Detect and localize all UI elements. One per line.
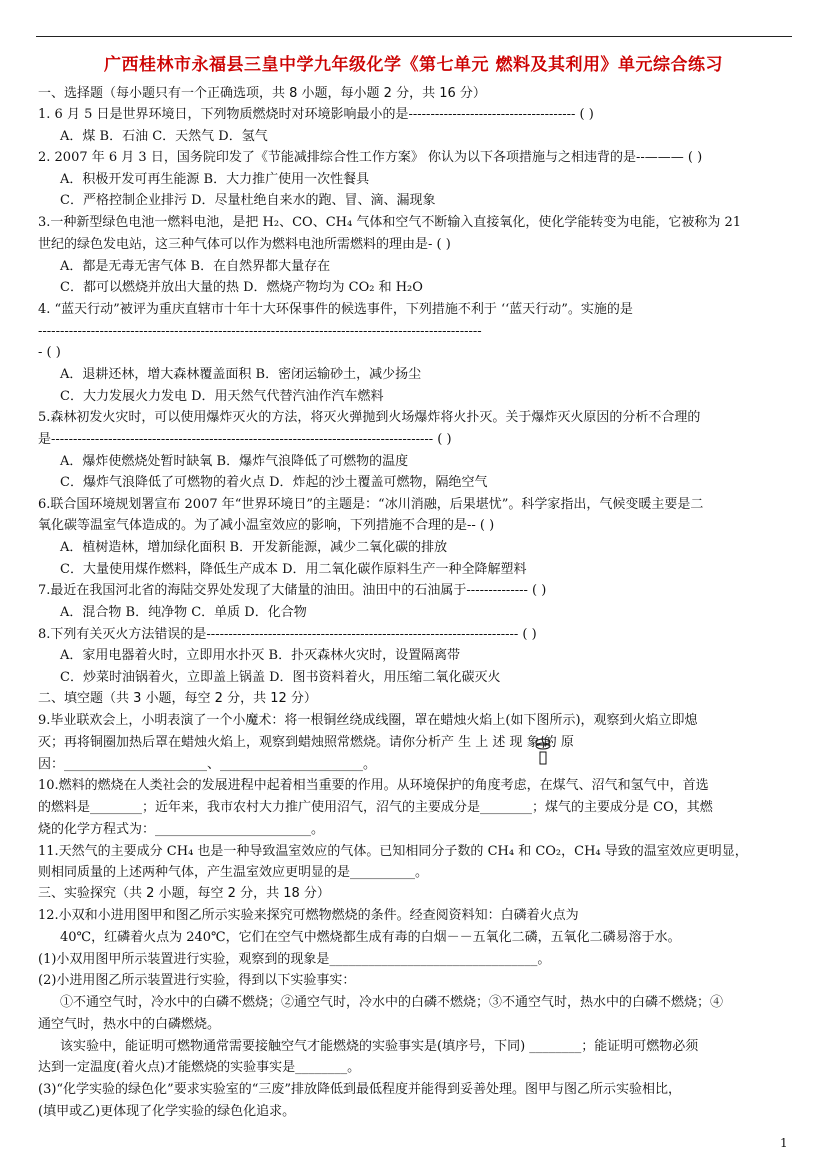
question-12-part3-cont: (填甲或乙)更体现了化学实验的绿色化追求。: [38, 1104, 296, 1119]
question-4-bracket: - ( ): [38, 345, 61, 360]
question-12-part2-question-cont: 达到一定温度(着火点)才能燃烧的实验事实是________。: [38, 1060, 361, 1075]
question-9-cont: 灭；再将铜圈加热后罩在蜡烛火焰上，观察到蜡烛照常燃烧。请你分析产 生 上 述 现 象 的 原: [38, 735, 574, 750]
question-10-answer: 烧的化学方程式为：________________________。: [38, 822, 325, 837]
question-12-facts-cont: 通空气时，热水中的白磷燃烧。: [38, 1017, 221, 1032]
question-12-part1: (1)小双用图甲所示装置进行实验，观察到的现象是________________________________。: [38, 952, 551, 967]
header-rule: [36, 36, 792, 37]
question-2: 2. 2007 年 6 月 3 日，国务院印发了《节能减排综合性工作方案》 你认为以下各项措施与之相违背的是--——— ( ): [38, 150, 703, 165]
question-7-options: A．混合物 B．纯净物 C．单质 D．化合物: [60, 605, 307, 620]
question-9: 9.毕业联欢会上，小明表演了一个小魔术：将一根铜丝绕成线圈，罩在蜡烛火焰上(如下图所示)，观察到火焰立即熄: [38, 713, 698, 728]
question-6: 6.联合国环境规划署宣布 2007 年“世界环境日”的主题是：“冰川消融，后果堪忧”。科学家指出，气候变暖主要是二: [38, 497, 704, 512]
question-1-options: A．煤 B．石油 C．天然气 D．氢气: [60, 129, 268, 144]
question-11-cont: 则相同质量的上述两种气体，产生温室效应更明显的是__________。: [38, 865, 429, 880]
question-12-cont: 40℃，红磷着火点为 240℃，它们在空气中燃烧都生成有毒的白烟－－五氧化二磷，五氧化二磷易溶于水。: [60, 930, 681, 945]
question-5-cont: 是--------------------------------------------------------------------------------------- ( ): [38, 432, 452, 447]
section-heading-3: 三、实验探究（共 2 小题，每空 2 分，共 18 分）: [38, 886, 330, 901]
question-3-options-cd: C．都可以燃烧并放出大量的热 D．燃烧产物均为 CO₂ 和 H₂O: [60, 280, 423, 295]
question-10: 10.燃料的燃烧在人类社会的发展进程中起着相当重要的作用。从环境保护的角度考虑，在煤气、沼气和氢气中，首选: [38, 778, 709, 793]
question-12-part2: (2)小进用图乙所示装置进行实验，得到以下实验事实：: [38, 973, 356, 988]
section-heading-1: 一、选择题（每小题只有一个正确选项，共 8 小题，每小题 2 分，共 16 分）: [38, 86, 486, 101]
question-4-options-ab: A．退耕还林，增大森林覆盖面积 B．密闭运输砂土，减少扬尘: [60, 367, 422, 382]
question-3: 3.一种新型绿色电池一燃料电池，是把 H₂、CO、CH₄ 气体和空气不断输入直接氧化，使化学能转变为电能，它被称为 21: [38, 215, 741, 230]
question-8-options-ab: A．家用电器着火时，立即用水扑灭 B．扑灭森林火灾时，设置隔离带: [60, 648, 461, 663]
question-12: 12.小双和小进用图甲和图乙所示实验来探究可燃物燃烧的条件。经查阅资料知：白磷着火点为: [38, 908, 579, 923]
question-2-options-ab: A．积极开发可再生能源 B．大力推广使用一次性餐具: [60, 172, 370, 187]
question-8: 8.下列有关灭火方法错误的是----------------------------------------------------------------------- ( ): [38, 627, 537, 642]
question-6-options-ab: A．植树造林，增加绿化面积 B．开发新能源，减少二氧化碳的排放: [60, 540, 448, 555]
question-4: 4. “蓝天行动”被评为重庆直辖市十年十大环保事件的候选事件，下列措施不利于 ‘‘蓝天行动”。实施的是: [38, 302, 633, 317]
question-11: 11.天然气的主要成分 CH₄ 也是一种导致温室效应的气体。已知相同分子数的 CH₄ 和 CO₂，CH₄ 导致的温室效应更明显，: [38, 844, 748, 859]
question-5-options-ab: A．爆炸使燃烧处暂时缺氧 B．爆炸气浪降低了可燃物的温度: [60, 454, 409, 469]
question-6-cont: 氧化碳等温室气体造成的。为了减小温室效应的影响，下列措施不合理的是-- ( ): [38, 518, 495, 533]
page-number: 1: [780, 1136, 788, 1150]
page-title: 广西桂林市永福县三皇中学九年级化学《第七单元 燃料及其利用》单元综合练习: [104, 55, 723, 75]
question-4-dashes: -----------------------------------------------------------------------------------------------------: [38, 324, 482, 339]
question-9-answer: 因：______________________、______________________。: [38, 757, 377, 772]
question-5-options-cd: C．爆炸气浪降低了可燃物的着火点 D．炸起的沙土覆盖可燃物，隔绝空气: [60, 475, 488, 490]
section-heading-2: 二、填空题（共 3 小题，每空 2 分，共 12 分）: [38, 691, 317, 706]
question-7: 7.最近在我国河北省的海陆交界处发现了大储量的油田。油田中的石油属于-------------- ( ): [38, 583, 547, 598]
question-5: 5.森林初发火灾时，可以使用爆炸灭火的方法，将灭火弹抛到火场爆炸将火扑灭。关于爆炸灭火原因的分析不合理的: [38, 410, 701, 425]
question-3-cont: 世纪的绿色发电站，这三种气体可以作为燃料电池所需燃料的理由是- ( ): [38, 237, 451, 252]
question-3-options-ab: A．都是无毒无害气体 B．在自然界都大量存在: [60, 259, 331, 274]
question-6-options-cd: C．大量使用煤作燃料，降低生产成本 D．用二氧化碳作原料生产一种全降解塑料: [60, 562, 527, 577]
question-4-options-cd: C．大力发展火力发电 D．用天然气代替汽油作汽车燃料: [60, 389, 384, 404]
question-8-options-cd: C．炒菜时油锅着火，立即盖上锅盖 D．图书资料着火，用压缩二氧化碳灭火: [60, 670, 501, 685]
candle-coil-figure: [528, 732, 558, 766]
question-1: 1. 6 月 5 日是世界环境日，下列物质燃烧时对环境影响最小的是-------------------------------------- ( ): [38, 107, 594, 122]
question-12-facts: ①不通空气时，冷水中的白磷不燃烧；②通空气时，冷水中的白磷不燃烧；③不通空气时，热水中的白磷不燃烧；④: [60, 995, 724, 1010]
question-10-cont: 的燃料是________；近年来，我市农村大力推广使用沼气，沼气的主要成分是________；煤气的主要成分是 CO，其燃: [38, 800, 713, 815]
question-2-options-cd: C．严格控制企业排污 D．尽量杜绝自来水的跑、冒、滴、漏现象: [60, 193, 436, 208]
question-12-part3: (3)“化学实验的绿色化”要求实验室的“三废”排放降低到最低程度并能得到妥善处理。图甲与图乙所示实验相比，: [38, 1082, 681, 1097]
question-12-part2-question: 该实验中，能证明可燃物通常需要接触空气才能燃烧的实验事实是(填序号，下同) ________；能证明可燃物必须: [60, 1039, 699, 1054]
